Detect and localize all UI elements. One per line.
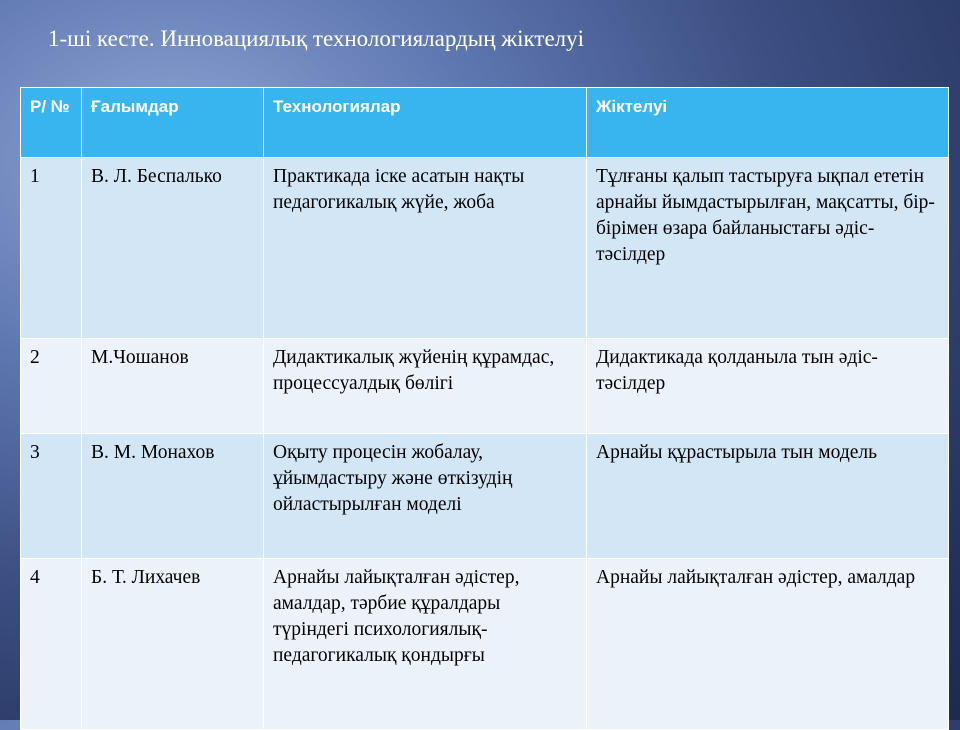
technology-cell: Дидактикалық жүйенің құрамдас, процессуалдық бөлігі	[264, 339, 587, 434]
row-number: 2	[21, 339, 82, 434]
table-row	[21, 158, 949, 339]
table-row	[21, 434, 949, 559]
scientist-cell: В. М. Монахов	[82, 434, 264, 559]
row-number: 4	[21, 559, 82, 730]
scientist-cell: В. Л. Беспалько	[82, 158, 264, 339]
table-row	[21, 559, 949, 730]
classification-cell: Арнайы құрастырыла тын модель	[587, 434, 949, 559]
classification-cell: Арнайы лайықталған әдістер, амалдар	[587, 559, 949, 730]
header-classification: Жіктелуі	[587, 88, 949, 158]
technology-cell: Арнайы лайықталған әдістер, амалдар, тәрбие құралдары түріндегі психологиялық-педагогикалық қондырғы	[264, 559, 587, 730]
header-scientists: Ғалымдар	[82, 88, 264, 158]
row-number: 3	[21, 434, 82, 559]
table-row	[21, 339, 949, 434]
header-number: Р/ №	[21, 88, 82, 158]
table-header-row	[21, 88, 949, 158]
technology-cell: Оқыту процесін жобалау, ұйымдастыру және өткізудің ойластырылған моделі	[264, 434, 587, 559]
technology-cell: Практикада іске асатын нақты педагогикалық жүйе, жоба	[264, 158, 587, 339]
row-number: 1	[21, 158, 82, 339]
slide-title: 1-ші кесте. Инновациялық технологиялардың жіктелуі	[48, 26, 585, 51]
classification-cell: Дидактикада қолданыла тын әдіс-тәсілдер	[587, 339, 949, 434]
classification-table	[20, 87, 949, 730]
scientist-cell: Б. Т. Лихачев	[82, 559, 264, 730]
classification-cell: Тұлғаны қалып тастыруға ықпал ететін арнайы йымдастырылған, мақсатты, бір-бірімен өзара байланыстағы әдіс-тәсілдер	[587, 158, 949, 339]
header-technologies: Технологиялар	[264, 88, 587, 158]
scientist-cell: М.Чошанов	[82, 339, 264, 434]
